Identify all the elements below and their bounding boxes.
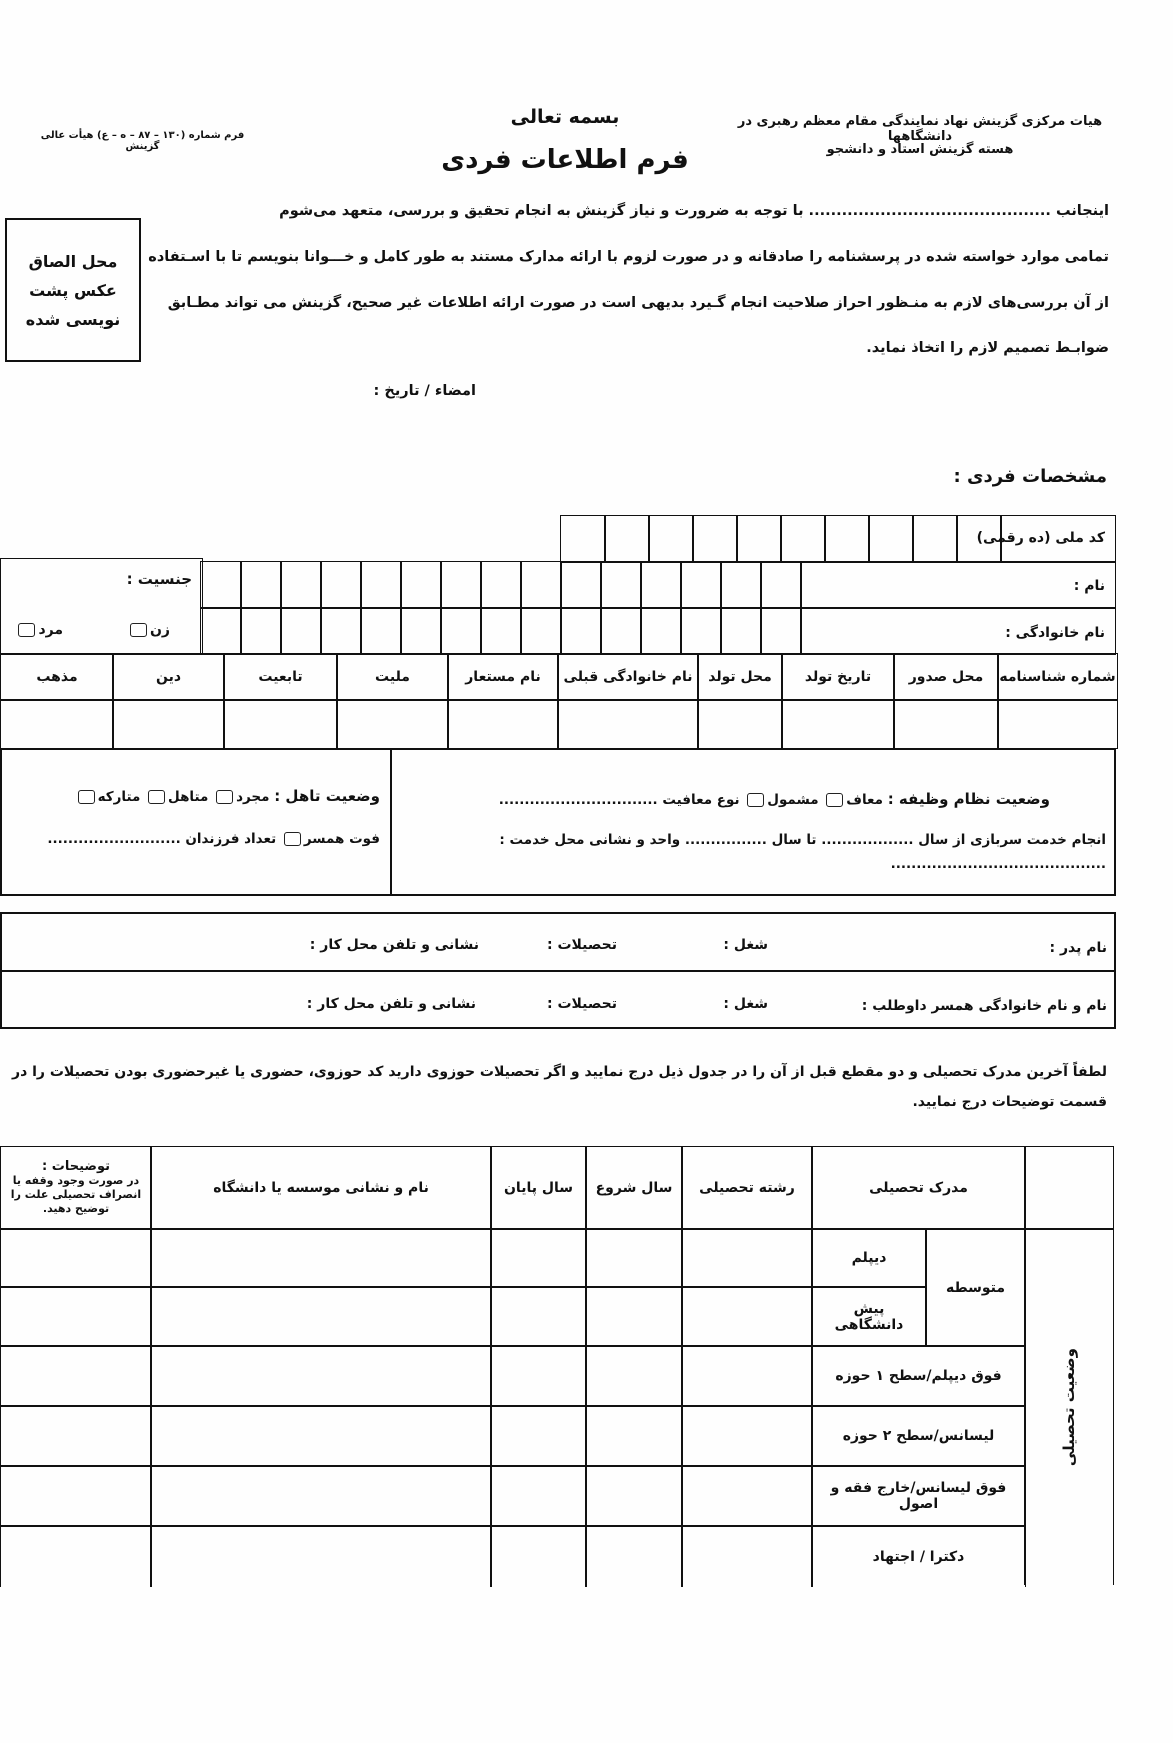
national-code-digit-box[interactable] bbox=[736, 515, 782, 563]
marital-widowed-checkbox[interactable] bbox=[284, 832, 301, 846]
details-column-header: ملیت bbox=[336, 653, 449, 701]
pledge-line-2: تمامی موارد خواسته شده در پرسشنامه را صادقانه و در صورت لزوم با ارائه مدارک مستند به طور کامل و خـــوانا بنویسم تا با اسـتفاده bbox=[148, 249, 1109, 265]
details-column-header: محل صدور bbox=[893, 653, 999, 701]
exemption-type-field[interactable]: نوع معافیت ............................... bbox=[498, 792, 740, 808]
first-name-letter-box[interactable] bbox=[720, 561, 762, 609]
details-input-cell[interactable] bbox=[697, 699, 783, 749]
last-name-letter-box[interactable] bbox=[320, 607, 362, 655]
gender-male-option[interactable] bbox=[15, 622, 63, 638]
gender-female-checkbox[interactable] bbox=[130, 623, 147, 637]
marital-row-2 bbox=[8, 831, 380, 847]
marital-label: وضعیت تاهل : bbox=[274, 787, 380, 805]
start-year-input-cell[interactable] bbox=[585, 1525, 683, 1587]
notes-input-cell[interactable] bbox=[0, 1405, 152, 1467]
start-year-input-cell[interactable] bbox=[585, 1286, 683, 1347]
details-input-cell[interactable] bbox=[223, 699, 338, 749]
spouse-work-address-label[interactable]: نشانی و تلفن محل کار : bbox=[306, 996, 476, 1012]
education-note-line-1: لطفاً آخرین مدرک تحصیلی و دو مقطع قبل از آن را در جدول ذیل درج نمایید و اگر تحصیلات حوزوی دارید کد حوزوی، حضوری یا غیرحضوری بودن تحصیلات را در bbox=[12, 1064, 1107, 1080]
form-number: فرم شماره (۱۳۰ – ۸۷ – ه – ع) هیأت عالی گزینش bbox=[40, 130, 245, 152]
details-column-header: تاریخ تولد bbox=[781, 653, 895, 701]
photo-label-3: نویسی شده bbox=[25, 309, 121, 329]
details-column-header: تابعیت bbox=[223, 653, 338, 701]
notes-input-cell[interactable] bbox=[0, 1525, 152, 1587]
service-to-field[interactable]: ................ bbox=[684, 832, 767, 848]
end-year-input-cell[interactable] bbox=[490, 1228, 587, 1288]
last-name-letter-box[interactable] bbox=[480, 607, 522, 655]
education-note-line-2: قسمت توضیحات درج نمایید. bbox=[912, 1094, 1107, 1110]
start-year-input-cell[interactable] bbox=[585, 1465, 683, 1527]
start-year-input-cell[interactable] bbox=[585, 1345, 683, 1407]
notes-column-header bbox=[0, 1146, 152, 1230]
national-code-digit-box[interactable] bbox=[868, 515, 914, 563]
children-count-field[interactable]: تعداد فرزندان .......................... bbox=[47, 831, 277, 847]
first-name-letter-box[interactable] bbox=[200, 561, 242, 609]
details-column-header: نام خانوادگی قبلی bbox=[557, 653, 699, 701]
national-code-digit-box[interactable] bbox=[604, 515, 650, 563]
first-name-letter-box[interactable] bbox=[360, 561, 402, 609]
details-column-header: دین bbox=[112, 653, 225, 701]
first-name-letter-box[interactable] bbox=[480, 561, 522, 609]
education-status-label: وضعیت تحصیلی bbox=[1060, 1347, 1078, 1467]
status-divider bbox=[390, 748, 392, 896]
institution-input-cell[interactable] bbox=[150, 1405, 492, 1467]
field-input-cell[interactable] bbox=[681, 1345, 813, 1407]
start-year-column-header: سال شروع bbox=[585, 1146, 683, 1230]
degree-row-label: دیپلم bbox=[811, 1228, 927, 1288]
last-name-letter-box[interactable] bbox=[680, 607, 722, 655]
marital-married-checkbox[interactable] bbox=[148, 790, 165, 804]
institution-input-cell[interactable] bbox=[150, 1465, 492, 1527]
last-name-letter-box[interactable] bbox=[720, 607, 762, 655]
service-to-label: تا سال bbox=[771, 832, 817, 848]
gender-female-label: زن bbox=[149, 622, 170, 638]
details-input-cell[interactable] bbox=[447, 699, 559, 749]
marital-married-label: متاهل bbox=[168, 789, 209, 805]
org-name: هیات مرکزی گزینش نهاد نمایندگی مقام معظم رهبری در دانشگاهها bbox=[737, 114, 1103, 144]
service-unit-label: واحد و نشانی محل خدمت : bbox=[499, 832, 681, 848]
details-input-cell[interactable] bbox=[0, 699, 114, 749]
family-divider bbox=[0, 970, 1116, 972]
degree-row-label: فوق دیپلم/سطح ۱ حوزه bbox=[811, 1345, 1026, 1407]
end-year-column-header: سال پایان bbox=[490, 1146, 587, 1230]
field-input-cell[interactable] bbox=[681, 1465, 813, 1527]
education-side-header bbox=[1024, 1146, 1114, 1230]
national-code-digit-box[interactable] bbox=[560, 515, 606, 563]
end-year-input-cell[interactable] bbox=[490, 1405, 587, 1467]
service-from-label: انجام خدمت سربازی از سال bbox=[918, 832, 1106, 848]
details-input-cell[interactable] bbox=[112, 699, 225, 749]
last-name-letter-box[interactable] bbox=[560, 607, 602, 655]
end-year-input-cell[interactable] bbox=[490, 1465, 587, 1527]
gender-female-option[interactable] bbox=[127, 622, 170, 638]
end-year-input-cell[interactable] bbox=[490, 1345, 587, 1407]
notes-input-cell[interactable] bbox=[0, 1228, 152, 1288]
first-name-label: نام : bbox=[1073, 578, 1105, 594]
field-input-cell[interactable] bbox=[681, 1525, 813, 1587]
details-input-cell[interactable] bbox=[997, 699, 1118, 749]
degree-column-header: مدرک تحصیلی bbox=[811, 1146, 1026, 1230]
marital-separated-checkbox[interactable] bbox=[78, 790, 95, 804]
military-subject-checkbox[interactable] bbox=[747, 793, 764, 807]
details-input-cell[interactable] bbox=[336, 699, 449, 749]
national-code-digit-box[interactable] bbox=[780, 515, 826, 563]
degree-row-label: لیسانس/سطح ۲ حوزه bbox=[811, 1405, 1026, 1467]
form-title: فرم اطلاعات فردی bbox=[441, 145, 689, 175]
spouse-education-label[interactable]: تحصیلات : bbox=[546, 996, 617, 1012]
last-name-letter-box[interactable] bbox=[760, 607, 802, 655]
military-exempt-label: معاف bbox=[846, 792, 883, 808]
notes-input-cell[interactable] bbox=[0, 1286, 152, 1347]
national-code-digit-box[interactable] bbox=[956, 515, 1002, 563]
photo-label-2: عکس پشت bbox=[29, 280, 117, 300]
national-code-digit-box[interactable] bbox=[824, 515, 870, 563]
last-name-letter-box[interactable] bbox=[200, 607, 242, 655]
notes-input-cell[interactable] bbox=[0, 1465, 152, 1527]
start-year-input-cell[interactable] bbox=[585, 1228, 683, 1288]
photo-placeholder bbox=[5, 218, 141, 362]
first-name-letter-box[interactable] bbox=[680, 561, 722, 609]
basmala: بسمه تعالی bbox=[510, 106, 620, 128]
last-name-letter-box[interactable] bbox=[360, 607, 402, 655]
marital-widowed-label: فوت همسر bbox=[303, 831, 380, 847]
service-from-field[interactable]: .................. bbox=[821, 832, 914, 848]
first-name-letter-box[interactable] bbox=[600, 561, 642, 609]
military-status-row bbox=[400, 790, 1050, 808]
details-column-header: نام مستعار bbox=[447, 653, 559, 701]
end-year-input-cell[interactable] bbox=[490, 1286, 587, 1347]
details-column-header: شماره شناسنامه bbox=[997, 653, 1118, 701]
notes-input-cell[interactable] bbox=[0, 1345, 152, 1407]
start-year-input-cell[interactable] bbox=[585, 1405, 683, 1467]
national-code-digit-box[interactable] bbox=[692, 515, 738, 563]
last-name-letter-box[interactable] bbox=[640, 607, 682, 655]
field-column-header: رشته تحصیلی bbox=[681, 1146, 813, 1230]
last-name-letter-box[interactable] bbox=[400, 607, 442, 655]
details-input-cell[interactable] bbox=[893, 699, 999, 749]
father-work-address-label[interactable]: نشانی و تلفن محل کار : bbox=[309, 937, 479, 953]
institution-input-cell[interactable] bbox=[150, 1525, 492, 1587]
last-name-label: نام خانوادگی : bbox=[1005, 625, 1105, 641]
last-name-letter-box[interactable] bbox=[520, 607, 562, 655]
institution-input-cell[interactable] bbox=[150, 1228, 492, 1288]
marital-status-row bbox=[8, 787, 380, 805]
field-input-cell[interactable] bbox=[681, 1405, 813, 1467]
marital-single-label: مجرد bbox=[236, 789, 270, 805]
marital-separated-label: متارکه bbox=[97, 789, 141, 805]
first-name-letter-box[interactable] bbox=[440, 561, 482, 609]
national-code-digit-box[interactable] bbox=[912, 515, 958, 563]
first-name-letter-box[interactable] bbox=[400, 561, 442, 609]
father-name-label[interactable]: نام پدر : bbox=[1049, 940, 1107, 956]
pledge-line-1: اینجانب ............................................ با توجه به ضرورت و نیاز گزینش به انجام تحقیق و بررسی، متعهد می‌شوم bbox=[279, 203, 1109, 219]
institution-input-cell[interactable] bbox=[150, 1286, 492, 1347]
details-column-header: مذهب bbox=[0, 653, 114, 701]
details-column-header: محل تولد bbox=[697, 653, 783, 701]
photo-label-1: محل الصاق bbox=[28, 251, 118, 271]
spouse-name-label[interactable]: نام و نام خانوادگی همسر داوطلب : bbox=[861, 998, 1107, 1014]
notes-instruction: در صورت وجود وقفه یا انصراف تحصیلی علت را توضیح دهید. bbox=[10, 1174, 142, 1215]
field-input-cell[interactable] bbox=[681, 1286, 813, 1347]
first-name-letter-box[interactable] bbox=[240, 561, 282, 609]
military-exempt-checkbox[interactable] bbox=[826, 793, 843, 807]
first-name-letter-box[interactable] bbox=[320, 561, 362, 609]
degree-row-label: فوق لیسانس/خارج فقه و اصول bbox=[811, 1465, 1026, 1527]
education-status-side-cell bbox=[1024, 1228, 1114, 1585]
notes-title: توضیحات : bbox=[42, 1159, 110, 1174]
pledge-line-3: از آن بررسی‌های لازم به منـظور احراز صلاحیت انجام گـیرد بدیهی است در صورت ارائه اطلاعات غیر صحیح، گزینش می تواند مطـابق bbox=[167, 295, 1109, 311]
org-unit: هسته گزینش استاد و دانشجو bbox=[826, 142, 1014, 157]
spouse-job-label[interactable]: شغل : bbox=[723, 996, 768, 1012]
gender-male-checkbox[interactable] bbox=[18, 623, 35, 637]
gender-label: جنسیت : bbox=[126, 570, 192, 588]
degree-row-label: پیش دانشگاهی bbox=[811, 1286, 927, 1347]
military-label: وضعیت نظام وظیفه : bbox=[887, 790, 1050, 808]
first-name-letter-box[interactable] bbox=[640, 561, 682, 609]
first-name-letter-box[interactable] bbox=[280, 561, 322, 609]
pledge-line-4: ضوابـط تصمیم لازم را اتخاذ نماید. bbox=[866, 340, 1109, 356]
gender-male-label: مرد bbox=[38, 622, 63, 638]
first-name-letter-box[interactable] bbox=[760, 561, 802, 609]
father-job-label[interactable]: شغل : bbox=[723, 937, 768, 953]
institution-input-cell[interactable] bbox=[150, 1345, 492, 1407]
father-education-label[interactable]: تحصیلات : bbox=[546, 937, 617, 953]
signature-date-label[interactable]: امضاء / تاریخ : bbox=[373, 383, 476, 399]
last-name-letter-box[interactable] bbox=[240, 607, 282, 655]
last-name-letter-box[interactable] bbox=[280, 607, 322, 655]
last-name-letter-box[interactable] bbox=[600, 607, 642, 655]
first-name-label-cell bbox=[800, 561, 1116, 609]
service-unit-field[interactable]: .......................................... bbox=[890, 856, 1106, 872]
last-name-letter-box[interactable] bbox=[440, 607, 482, 655]
first-name-letter-box[interactable] bbox=[520, 561, 562, 609]
secondary-level-label: متوسطه bbox=[925, 1228, 1026, 1347]
national-code-label: کد ملی (ده رقمی) bbox=[976, 530, 1105, 546]
military-subject-label: مشمول bbox=[767, 792, 819, 808]
marital-single-checkbox[interactable] bbox=[216, 790, 233, 804]
national-code-digit-box[interactable] bbox=[648, 515, 694, 563]
first-name-letter-box[interactable] bbox=[560, 561, 602, 609]
personal-heading: مشخصات فردی : bbox=[953, 466, 1107, 487]
degree-row-label: دکترا / اجتهاد bbox=[811, 1525, 1026, 1587]
end-year-input-cell[interactable] bbox=[490, 1525, 587, 1587]
details-input-cell[interactable] bbox=[781, 699, 895, 749]
details-input-cell[interactable] bbox=[557, 699, 699, 749]
institution-column-header: نام و نشانی موسسه یا دانشگاه bbox=[150, 1146, 492, 1230]
field-input-cell[interactable] bbox=[681, 1228, 813, 1288]
military-service-row bbox=[400, 828, 1106, 876]
